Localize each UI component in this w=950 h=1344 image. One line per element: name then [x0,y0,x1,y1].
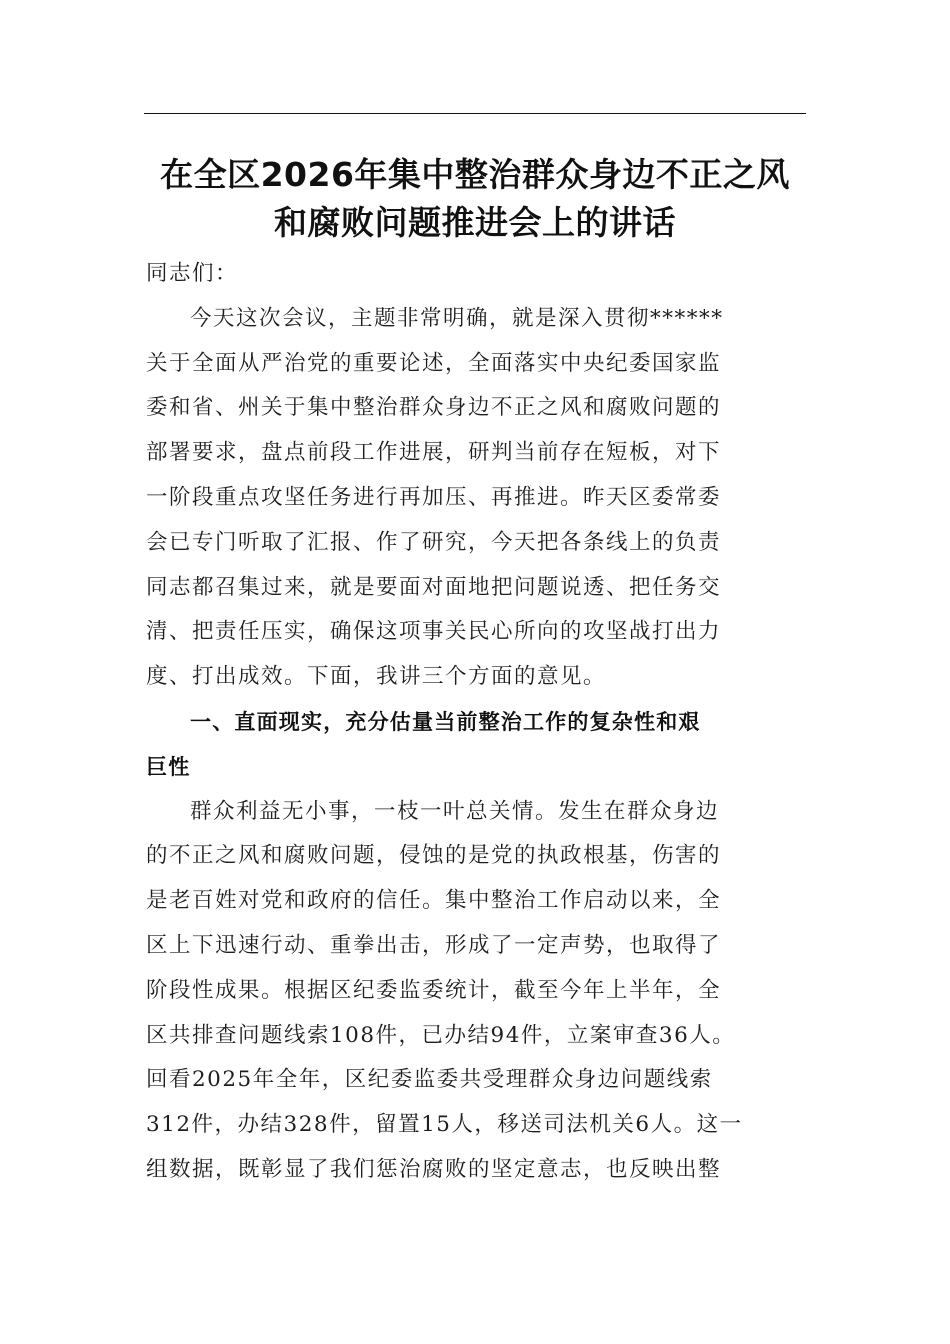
salutation: 同志们： [146,261,239,286]
document-body [146,252,810,1193]
section-heading-line: 巨性 [146,754,191,779]
paragraph-line: 的不正之风和腐败问题，侵蚀的是党的执政根基，伤害的 [146,843,722,869]
title-line-2: 和腐败问题推进会上的讲话 [274,203,676,242]
paragraph-line: 群众利益无小事，一枝一叶总关情。发生在群众身边 [190,798,720,824]
paragraph-line: 同志都召集过来，就是要面对面地把问题说透、把任务交 [146,574,722,600]
paragraph-line: 度、打出成效。下面，我讲三个方面的意见。 [146,664,607,690]
paragraph-section-1 [146,790,810,1193]
paragraph-line: 部署要求，盘点前段工作进展，研判当前存在短板，对下 [146,440,722,466]
paragraph-line: 是老百姓对党和政府的信任。集中整治工作启动以来，全 [146,888,722,914]
document-title [144,151,806,247]
title-line-1: 在全区2026年集中整治群众身边不正之风 [160,155,790,194]
paragraph-line: 委和省、州关于集中整治群众身边不正之风和腐败问题的 [146,395,722,421]
paragraph-line: 组数据，既彰显了我们惩治腐败的坚定意志，也反映出整 [146,1156,722,1182]
paragraph-line: 阶段性成果。根据区纪委监委统计，截至今年上半年，全 [146,977,722,1003]
section-heading-1 [146,700,810,790]
paragraph-line: 312件，办结328件，留置15人，移送司法机关6人。这一 [146,1112,743,1138]
paragraph-line: 会已专门听取了汇报、作了研究，今天把各条线上的负责 [146,529,722,555]
paragraph-line: 关于全面从严治党的重要论述，全面落实中央纪委国家监 [146,350,722,376]
paragraph-intro [146,297,810,700]
paragraph-line: 今天这次会议，主题非常明确，就是深入贯彻****** [190,305,724,331]
paragraph-line: 清、把责任压实，确保这项事关民心所向的攻坚战打出力 [146,619,722,645]
paragraph-line: 区共排查问题线索108件，已办结94件，立案审查36人。 [146,1022,736,1048]
paragraph-line: 区上下迅速行动、重拳出击，形成了一定声势，也取得了 [146,932,722,958]
paragraph-line: 一阶段重点攻坚任务进行再加压、再推进。昨天区委常委 [146,484,722,510]
header-rule [144,113,806,114]
section-heading-line: 一、直面现实，充分估量当前整治工作的复杂性和艰 [190,709,701,734]
paragraph-line: 回看2025年全年，区纪委监委共受理群众身边问题线索 [146,1067,713,1093]
